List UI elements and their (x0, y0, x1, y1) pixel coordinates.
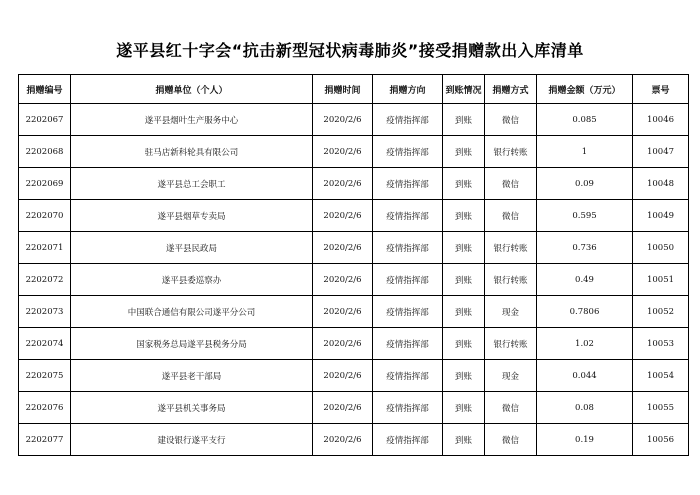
cell-donor: 遂平县民政局 (71, 232, 313, 264)
cell-donation-date: 2020/2/6 (313, 104, 373, 136)
cell-amount: 0.085 (537, 104, 633, 136)
table-row (19, 392, 689, 424)
table-row (19, 424, 689, 456)
table-row (19, 264, 689, 296)
cell-direction: 疫情指挥部 (373, 264, 443, 296)
column-header-donor: 捐赠单位（个人） (71, 75, 313, 104)
table-row (19, 232, 689, 264)
cell-amount: 0.7806 (537, 296, 633, 328)
cell-arrival-status: 到账 (443, 232, 485, 264)
column-header-direction: 捐赠方向 (373, 75, 443, 104)
table-row (19, 200, 689, 232)
cell-arrival-status: 到账 (443, 168, 485, 200)
cell-ticket-number: 10054 (633, 360, 689, 392)
cell-arrival-status: 到账 (443, 328, 485, 360)
cell-method: 微信 (485, 392, 537, 424)
cell-method: 微信 (485, 168, 537, 200)
cell-donation-date: 2020/2/6 (313, 200, 373, 232)
document-title: 遂平县红十字会“抗击新型冠状病毒肺炎”接受捐赠款出入库清单 (116, 41, 584, 60)
cell-ticket-number: 10053 (633, 328, 689, 360)
column-header-method: 捐赠方式 (485, 75, 537, 104)
cell-direction: 疫情指挥部 (373, 296, 443, 328)
table-row (19, 168, 689, 200)
cell-ticket-number: 10052 (633, 296, 689, 328)
cell-method: 银行转账 (485, 328, 537, 360)
cell-ticket-number: 10047 (633, 136, 689, 168)
cell-donation-date: 2020/2/6 (313, 232, 373, 264)
cell-ticket-number: 10046 (633, 104, 689, 136)
cell-donation-id: 2202067 (19, 104, 71, 136)
cell-donation-date: 2020/2/6 (313, 392, 373, 424)
cell-method: 微信 (485, 424, 537, 456)
cell-donation-date: 2020/2/6 (313, 168, 373, 200)
cell-donation-id: 2202073 (19, 296, 71, 328)
cell-donation-date: 2020/2/6 (313, 328, 373, 360)
cell-method: 银行转账 (485, 136, 537, 168)
cell-method: 微信 (485, 200, 537, 232)
cell-ticket-number: 10048 (633, 168, 689, 200)
cell-donation-date: 2020/2/6 (313, 296, 373, 328)
cell-donor: 遂平县烟草专卖局 (71, 200, 313, 232)
column-header-donation-date: 捐赠时间 (313, 75, 373, 104)
table-body (19, 104, 689, 456)
cell-donation-date: 2020/2/6 (313, 136, 373, 168)
cell-arrival-status: 到账 (443, 264, 485, 296)
cell-direction: 疫情指挥部 (373, 136, 443, 168)
cell-donation-id: 2202069 (19, 168, 71, 200)
cell-amount: 0.044 (537, 360, 633, 392)
cell-method: 银行转账 (485, 232, 537, 264)
cell-amount: 0.595 (537, 200, 633, 232)
cell-amount: 1 (537, 136, 633, 168)
cell-amount: 0.08 (537, 392, 633, 424)
cell-donor: 遂平县总工会职工 (71, 168, 313, 200)
cell-donation-id: 2202071 (19, 232, 71, 264)
cell-direction: 疫情指挥部 (373, 200, 443, 232)
cell-amount: 0.736 (537, 232, 633, 264)
cell-direction: 疫情指挥部 (373, 232, 443, 264)
cell-donor: 遂平县老干部局 (71, 360, 313, 392)
cell-amount: 1.02 (537, 328, 633, 360)
cell-donation-id: 2202075 (19, 360, 71, 392)
table-header-row (19, 75, 689, 104)
cell-donor: 驻马店新科轮具有限公司 (71, 136, 313, 168)
cell-arrival-status: 到账 (443, 392, 485, 424)
cell-arrival-status: 到账 (443, 296, 485, 328)
column-header-ticket-number: 票号 (633, 75, 689, 104)
cell-ticket-number: 10055 (633, 392, 689, 424)
table-row (19, 296, 689, 328)
cell-direction: 疫情指挥部 (373, 392, 443, 424)
cell-donor: 遂平县委巡察办 (71, 264, 313, 296)
donation-ledger-table (18, 74, 689, 456)
cell-donation-id: 2202074 (19, 328, 71, 360)
cell-method: 现金 (485, 296, 537, 328)
cell-direction: 疫情指挥部 (373, 168, 443, 200)
cell-donation-date: 2020/2/6 (313, 360, 373, 392)
cell-arrival-status: 到账 (443, 424, 485, 456)
table-row (19, 104, 689, 136)
cell-donation-id: 2202068 (19, 136, 71, 168)
cell-donation-id: 2202076 (19, 392, 71, 424)
cell-ticket-number: 10051 (633, 264, 689, 296)
cell-donation-id: 2202077 (19, 424, 71, 456)
cell-arrival-status: 到账 (443, 104, 485, 136)
table-row (19, 136, 689, 168)
cell-arrival-status: 到账 (443, 136, 485, 168)
cell-donation-id: 2202072 (19, 264, 71, 296)
column-header-arrival-status: 到账情况 (443, 75, 485, 104)
column-header-amount: 捐赠金额（万元） (537, 75, 633, 104)
table-row (19, 328, 689, 360)
cell-method: 微信 (485, 104, 537, 136)
cell-method: 银行转账 (485, 264, 537, 296)
cell-ticket-number: 10049 (633, 200, 689, 232)
cell-donor: 遂平县机关事务局 (71, 392, 313, 424)
cell-method: 现金 (485, 360, 537, 392)
cell-direction: 疫情指挥部 (373, 328, 443, 360)
cell-donation-date: 2020/2/6 (313, 264, 373, 296)
cell-donor: 中国联合通信有限公司遂平分公司 (71, 296, 313, 328)
cell-ticket-number: 10056 (633, 424, 689, 456)
cell-donor: 国家税务总局遂平县税务分局 (71, 328, 313, 360)
cell-ticket-number: 10050 (633, 232, 689, 264)
table-row (19, 360, 689, 392)
cell-amount: 0.19 (537, 424, 633, 456)
cell-arrival-status: 到账 (443, 200, 485, 232)
cell-donor: 建设银行遂平支行 (71, 424, 313, 456)
cell-arrival-status: 到账 (443, 360, 485, 392)
column-header-donation-id: 捐赠编号 (19, 75, 71, 104)
cell-amount: 0.09 (537, 168, 633, 200)
cell-donation-id: 2202070 (19, 200, 71, 232)
cell-direction: 疫情指挥部 (373, 360, 443, 392)
cell-direction: 疫情指挥部 (373, 104, 443, 136)
cell-donation-date: 2020/2/6 (313, 424, 373, 456)
cell-amount: 0.49 (537, 264, 633, 296)
cell-donor: 遂平县烟叶生产服务中心 (71, 104, 313, 136)
cell-direction: 疫情指挥部 (373, 424, 443, 456)
